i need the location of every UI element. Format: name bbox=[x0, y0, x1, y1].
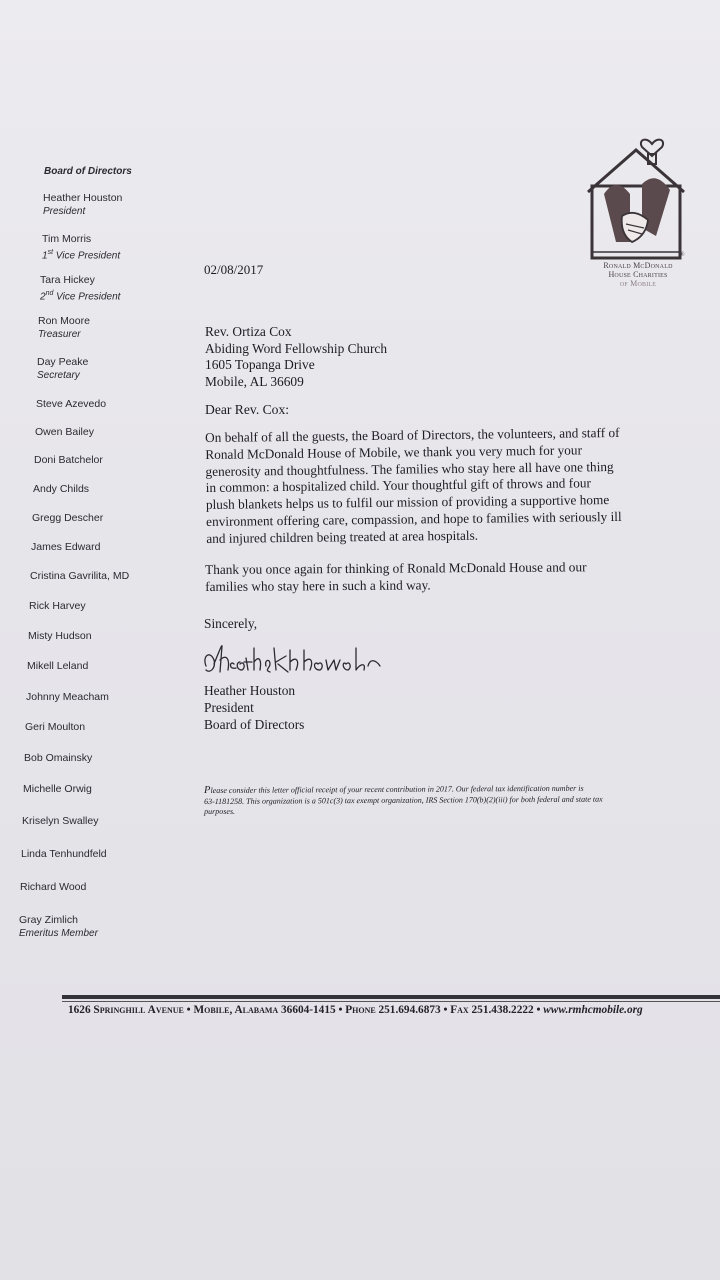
body-line: On behalf of all the guests, the Board of Directors, the volunteers, and staff of bbox=[205, 424, 620, 445]
board-sidebar bbox=[0, 0, 190, 960]
board-member bbox=[38, 315, 90, 341]
recipient-address bbox=[205, 324, 387, 391]
board-member bbox=[25, 721, 85, 734]
body-line: Thank you once again for thinking of Ronald McDonald House and our bbox=[205, 559, 587, 577]
member-name: Rick Harvey bbox=[29, 600, 86, 612]
member-name: Linda Tenhundfeld bbox=[21, 848, 107, 860]
board-member bbox=[23, 783, 92, 796]
note-line: 63-1181258. This organization is a 501c(3) tax exempt organization, IRS Section 170(b)(2)(iii) for both federal and state tax bbox=[204, 794, 603, 806]
board-member bbox=[32, 512, 103, 525]
board-member bbox=[27, 660, 88, 673]
member-name: Doni Batchelor bbox=[34, 454, 103, 466]
board-heading: Board of Directors bbox=[44, 166, 132, 177]
board-member bbox=[34, 454, 103, 467]
member-title: President bbox=[43, 206, 86, 217]
recipient-line: Mobile, AL 36609 bbox=[205, 374, 304, 390]
board-member bbox=[30, 570, 129, 583]
member-name: Andy Childs bbox=[33, 483, 90, 495]
member-name: Kriselyn Swalley bbox=[22, 815, 99, 827]
member-name: Gray Zimlich bbox=[19, 914, 78, 926]
body-line: and injured children being treated at area hospitals. bbox=[206, 527, 479, 546]
member-name: Gregg Descher bbox=[32, 512, 104, 524]
member-name: Johnny Meacham bbox=[26, 691, 109, 703]
board-member bbox=[35, 426, 94, 439]
board-member bbox=[28, 630, 92, 643]
body-line: generosity and thoughtfulness. The families who stay here all have one thing bbox=[205, 458, 614, 479]
member-title: Emeritus Member bbox=[19, 928, 98, 939]
board-member bbox=[33, 483, 89, 496]
board-member bbox=[24, 752, 92, 765]
recipient-line: Abiding Word Fellowship Church bbox=[205, 340, 388, 356]
member-name: James Edward bbox=[31, 541, 101, 553]
salutation: Dear Rev. Cox: bbox=[205, 402, 290, 417]
board-member bbox=[19, 914, 98, 940]
board-member bbox=[37, 356, 88, 382]
member-name: Ron Moore bbox=[38, 315, 90, 327]
member-name: Richard Wood bbox=[20, 881, 87, 893]
body-line: environment offering care, compassion, and hope to families with seriously ill bbox=[206, 508, 622, 529]
member-title: Secretary bbox=[37, 370, 80, 381]
member-name: Steve Azevedo bbox=[36, 398, 107, 410]
house-heart-icon bbox=[586, 124, 686, 264]
board-member bbox=[31, 541, 100, 554]
logo-line-3: of Mobile bbox=[619, 279, 657, 288]
member-name: Mikell Leland bbox=[27, 660, 89, 672]
member-name: Michelle Orwig bbox=[23, 783, 92, 795]
footer-contact bbox=[68, 1004, 720, 1016]
closing: Sincerely, bbox=[204, 616, 258, 631]
registered-mark: ® bbox=[680, 252, 685, 258]
board-member bbox=[40, 274, 120, 303]
member-name: Bob Omainsky bbox=[24, 752, 93, 764]
footer-rule bbox=[62, 995, 720, 999]
board-member bbox=[20, 881, 86, 894]
board-member bbox=[22, 815, 98, 828]
footer-website: www.rmhcmobile.org bbox=[543, 1004, 643, 1016]
footer-address: 1626 Springhill Avenue • Mobile, Alabama 36604-1415 • Phone 251.694.6873 • Fax 251.438.2222 • bbox=[68, 1004, 544, 1016]
member-name: Tara Hickey bbox=[40, 274, 95, 286]
signature-block bbox=[204, 683, 304, 733]
logo-wordmark bbox=[590, 261, 686, 288]
body-line: families who stay here in such a kind way. bbox=[205, 577, 431, 594]
handwritten-signature bbox=[200, 636, 385, 686]
body-paragraph-1 bbox=[205, 424, 668, 547]
board-member bbox=[43, 192, 122, 218]
body-line: Ronald McDonald House of Mobile, we thank you very much for your bbox=[205, 442, 583, 462]
board-member bbox=[26, 691, 109, 704]
note-line: purposes. bbox=[204, 806, 236, 816]
member-name: Day Peake bbox=[37, 356, 89, 368]
member-name: Owen Bailey bbox=[35, 426, 94, 438]
body-line: in common: a hospitalized child. Your thoughtful gift of throws and four bbox=[205, 475, 591, 496]
logo-line-2: House Charities bbox=[608, 270, 668, 279]
note-initial: P bbox=[203, 784, 211, 796]
recipient-line: 1605 Topanga Drive bbox=[205, 357, 315, 373]
member-title: Treasurer bbox=[38, 329, 81, 340]
signer-title: President bbox=[204, 699, 254, 715]
body-paragraph-2 bbox=[205, 559, 667, 596]
tax-receipt-note bbox=[204, 783, 704, 818]
recipient-line: Rev. Ortiza Cox bbox=[205, 324, 292, 339]
member-name: Misty Hudson bbox=[28, 630, 92, 642]
member-title: 1st Vice President bbox=[42, 249, 121, 262]
member-name: Cristina Gavrilita, MD bbox=[30, 570, 130, 582]
board-member bbox=[42, 233, 120, 262]
signer-org: Board of Directors bbox=[204, 716, 305, 732]
member-name: Heather Houston bbox=[43, 192, 123, 204]
member-title: 2nd Vice President bbox=[40, 290, 121, 303]
member-name: Geri Moulton bbox=[25, 721, 86, 733]
letter-date: 02/08/2017 bbox=[204, 262, 264, 277]
board-member bbox=[29, 600, 86, 613]
signer-name: Heather Houston bbox=[204, 683, 296, 698]
board-member bbox=[21, 848, 107, 861]
board-member bbox=[36, 398, 106, 411]
member-name: Tim Morris bbox=[42, 233, 92, 245]
note-line: lease consider this letter official receipt of your recent contribution in 2017. Our federal tax identification number is bbox=[210, 783, 584, 795]
logo-line-1: Ronald McDonald bbox=[603, 261, 673, 270]
footer-rule-thin bbox=[62, 1001, 720, 1002]
body-line: plush blankets helps us to fulfil our mission of providing a supportive home bbox=[205, 492, 610, 513]
